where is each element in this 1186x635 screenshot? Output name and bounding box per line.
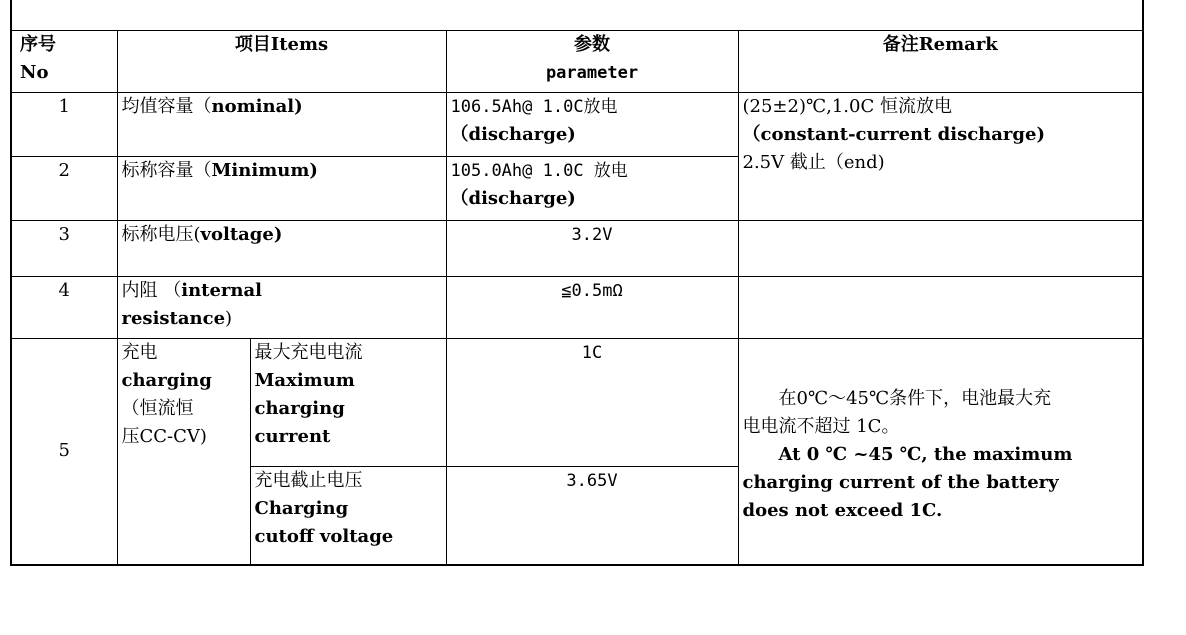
sub1-parameter: 1C (446, 339, 738, 467)
sub2-en2: cutoff voltage (254, 526, 394, 547)
header-items-label: 项目Items (234, 34, 329, 55)
sub2-parameter: 3.65V (446, 467, 738, 565)
sub1-en3: current (254, 426, 331, 447)
header-param-en: parameter (545, 63, 639, 83)
sub2-en1: Charging (254, 498, 349, 519)
table-row (11, 221, 1143, 277)
remark5-en3: does not exceed 1C. (742, 500, 943, 522)
item-en: nominal) (211, 96, 303, 117)
group-line4: 压CC-CV) (121, 426, 207, 447)
param-line2: （discharge) (450, 124, 576, 145)
item-en: voltage) (200, 224, 283, 245)
row-no: 5 (11, 339, 117, 565)
row-item (117, 277, 446, 339)
row-no: 1 (11, 93, 117, 157)
row-item (117, 157, 446, 221)
header-no-en: No (20, 62, 49, 83)
table-row (11, 339, 1143, 467)
row-parameter: 3.2V (446, 221, 738, 277)
item-cn: 均值容量（ (121, 96, 212, 117)
header-remark-label: 备注Remark (882, 34, 998, 55)
sub-item-cutoff-voltage (250, 467, 446, 565)
sub1-en1: Maximum (254, 370, 355, 391)
row-no: 3 (11, 221, 117, 277)
header-parameter (446, 31, 738, 93)
item-cn: 内阻 （ (121, 280, 182, 301)
header-no (11, 31, 117, 93)
row-parameter (446, 93, 738, 157)
spec-table-container (10, 0, 1142, 597)
table-top-blank-row (11, 0, 1143, 31)
sub1-en2: charging (254, 398, 345, 419)
param-line1: 106.5Ah@ 1.0C放电 (450, 97, 618, 117)
row-remark-5 (738, 339, 1143, 565)
row-remark-1-2 (738, 93, 1143, 221)
header-param-cn: 参数 (574, 34, 610, 55)
remark5-cn1: 在0℃～45℃条件下，电池最大充 (778, 388, 1052, 410)
row-no: 4 (11, 277, 117, 339)
row-parameter: ≦0.5mΩ (446, 277, 738, 339)
row-remark (738, 221, 1143, 277)
table-row (11, 277, 1143, 339)
item-en-1: internal (181, 280, 262, 301)
sub-item-max-current (250, 339, 446, 467)
sub1-cn: 最大充电电流 (254, 342, 363, 363)
header-items (117, 31, 446, 93)
row-item (117, 221, 446, 277)
item-close: ) (225, 308, 233, 329)
header-remark (738, 31, 1143, 93)
charging-group-cell (117, 339, 250, 565)
header-row (11, 31, 1143, 93)
table-row (11, 93, 1143, 157)
item-cn: 标称容量（ (121, 160, 212, 181)
param-line2: （discharge) (450, 188, 576, 209)
remark-line2: （constant-current discharge) (742, 124, 1045, 145)
remark5-cn2: 电电流不超过 1C。 (742, 416, 900, 438)
remark-line3: 2.5V 截止（end) (742, 152, 885, 173)
row-no: 2 (11, 157, 117, 221)
param-line1: 105.0Ah@ 1.0C 放电 (450, 161, 628, 181)
item-en: Minimum) (211, 160, 318, 181)
item-cn: 标称电压( (121, 224, 201, 245)
sub2-cn: 充电截止电压 (254, 470, 363, 491)
remark5-en2: charging current of the battery (742, 472, 1059, 494)
remark5-en1: At 0 ℃ ~45 ℃, the maximum (778, 444, 1073, 466)
battery-spec-table (10, 0, 1144, 566)
remark-line1: (25±2)℃,1.0C 恒流放电 (742, 96, 952, 117)
header-no-cn: 序号 (20, 34, 56, 55)
group-line3: （恒流恒 (121, 398, 194, 419)
group-line1: 充电 (121, 342, 158, 363)
row-remark (738, 277, 1143, 339)
row-parameter (446, 157, 738, 221)
top-blank-cell (11, 0, 1143, 31)
item-en-2: resistance (121, 308, 226, 329)
row-item (117, 93, 446, 157)
group-line2: charging (121, 370, 212, 391)
